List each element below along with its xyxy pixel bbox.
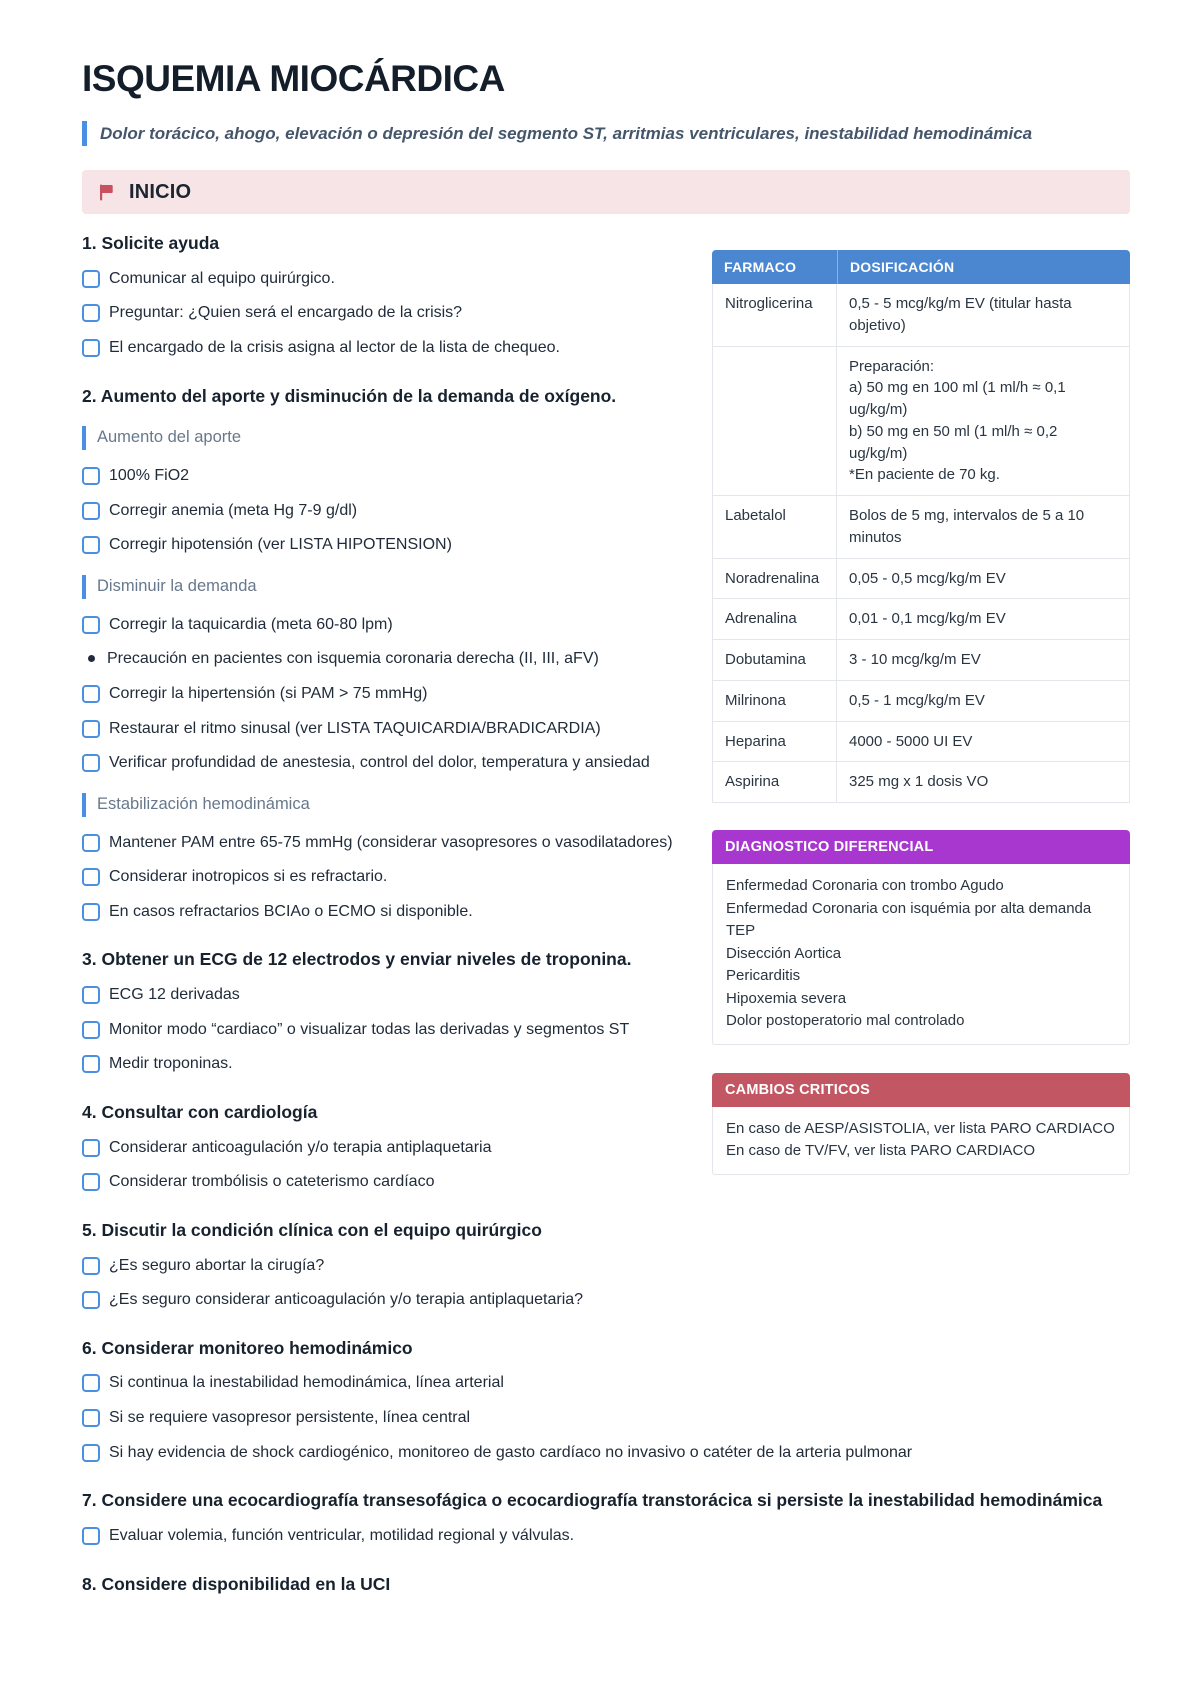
checklist-item-label: ECG 12 derivadas <box>109 986 240 1004</box>
differential-item: Enfermedad Coronaria con isquémia por alta demanda <box>726 899 1092 917</box>
checkbox[interactable] <box>82 1055 100 1073</box>
checkbox[interactable] <box>82 1139 100 1157</box>
checklist-item <box>82 302 688 324</box>
checkbox[interactable] <box>82 720 100 738</box>
step-3-title: 3. Obtener un ECG de 12 electrodos y enviar niveles de troponina. <box>82 949 632 970</box>
drug-name: Milrinona <box>712 681 837 722</box>
drug-table <box>712 250 1130 803</box>
checklist-item <box>82 268 688 290</box>
drug-name: Nitroglicerina <box>712 284 837 347</box>
drug-dose: 3 - 10 mcg/kg/m EV <box>837 640 1130 681</box>
checklist-item <box>82 1171 688 1193</box>
checklist-item-label: Corregir la hipertensión (si PAM > 75 mmHg) <box>109 684 428 702</box>
critical-item: En caso de TV/FV, ver lista PARO CARDIACO <box>726 1142 1035 1160</box>
differential-item: Disección Aortica <box>726 944 842 962</box>
critical-item: En caso de AESP/ASISTOLIA, ver lista PARO CARDIACO <box>726 1119 1115 1137</box>
checklist-item <box>82 901 688 923</box>
drug-dose: 4000 - 5000 UI EV <box>837 722 1130 763</box>
checkbox[interactable] <box>82 270 100 288</box>
checkbox[interactable] <box>82 1173 100 1191</box>
prep-line: b) 50 mg en 50 ml (1 ml/h ≈ 0,2 ug/kg/m) <box>849 422 1058 462</box>
drug-name: Heparina <box>712 722 837 763</box>
drug-table-col-dosificacion: DOSIFICACIÓN <box>837 250 1130 284</box>
checklist-item <box>82 534 688 556</box>
subsection-disminuir-la-demanda: Disminuir la demanda <box>82 575 1130 599</box>
critical-changes-box <box>712 1073 1130 1175</box>
checkbox[interactable] <box>82 339 100 357</box>
checkbox[interactable] <box>82 304 100 322</box>
checkbox[interactable] <box>82 1374 100 1392</box>
drug-name-empty <box>712 347 837 497</box>
checklist-item <box>82 1137 688 1159</box>
step-6-title: 6. Considerar monitoreo hemodinámico <box>82 1337 413 1358</box>
checklist-item <box>82 1442 1130 1464</box>
differential-diagnosis-box <box>712 830 1130 1045</box>
differential-item: Dolor postoperatorio mal controlado <box>726 1012 965 1030</box>
checklist-item <box>82 1372 1130 1394</box>
checklist-item <box>82 832 688 854</box>
critical-changes-title: CAMBIOS CRITICOS <box>712 1073 1130 1107</box>
checklist-item-label: Si continua la inestabilidad hemodinámica, línea arterial <box>109 1374 504 1392</box>
table-row <box>712 762 1130 803</box>
checklist-item-label: Corregir hipotensión (ver LISTA HIPOTENSION) <box>109 536 452 554</box>
prep-line: *En paciente de 70 kg. <box>849 466 1000 484</box>
checkbox[interactable] <box>82 754 100 772</box>
step-1-title: 1. Solicite ayuda <box>82 233 220 254</box>
drug-preparation <box>837 347 1130 497</box>
checkbox[interactable] <box>82 1444 100 1462</box>
checklist-item <box>82 1289 1130 1311</box>
checkbox[interactable] <box>82 1291 100 1309</box>
checklist-item-label: Considerar inotropicos si es refractario. <box>109 868 388 886</box>
step-4-title: 4. Consultar con cardiología <box>82 1101 318 1122</box>
sidebar <box>712 250 1130 1203</box>
differential-item: Pericarditis <box>726 967 801 985</box>
checklist-item <box>82 1053 688 1075</box>
drug-name: Noradrenalina <box>712 559 837 600</box>
checklist-item-label: En casos refractarios BCIAo o ECMO si disponible. <box>109 902 473 920</box>
table-row <box>712 496 1130 559</box>
checkbox[interactable] <box>82 1409 100 1427</box>
table-row <box>712 559 1130 600</box>
checklist-item-label: Considerar anticoagulación y/o terapia antiplaquetaria <box>109 1138 492 1156</box>
checklist-item <box>82 1019 688 1041</box>
note-item <box>82 648 688 670</box>
table-row <box>712 722 1130 763</box>
differential-item: Hipoxemia severa <box>726 989 847 1007</box>
table-row <box>712 640 1130 681</box>
checkbox[interactable] <box>82 467 100 485</box>
checklist-item <box>82 614 688 636</box>
checklist-item-label: Medir troponinas. <box>109 1055 233 1073</box>
drug-name: Adrenalina <box>712 599 837 640</box>
checklist-item <box>82 500 688 522</box>
bullet-icon <box>88 655 95 662</box>
checkbox[interactable] <box>82 986 100 1004</box>
checklist-item-label: Restaurar el ritmo sinusal (ver LISTA TAQUICARDIA/BRADICARDIA) <box>109 719 601 737</box>
checkbox[interactable] <box>82 616 100 634</box>
drug-name: Aspirina <box>712 762 837 803</box>
checklist-item-label: Preguntar: ¿Quien será el encargado de la crisis? <box>109 304 463 322</box>
checklist-item <box>82 465 688 487</box>
table-row <box>712 284 1130 347</box>
subsection-aumento-del-aporte: Aumento del aporte <box>82 426 1130 450</box>
differential-diagnosis-title: DIAGNOSTICO DIFERENCIAL <box>712 830 1130 864</box>
drug-table-header-row <box>712 250 1130 284</box>
checklist-item <box>82 683 688 705</box>
checklist-item <box>82 866 688 888</box>
checklist-item-label: ¿Es seguro abortar la cirugía? <box>109 1256 325 1274</box>
checklist-item-label: Si hay evidencia de shock cardiogénico, monitoreo de gasto cardíaco no invasivo o catéter de la arteria pulmonar <box>109 1443 913 1461</box>
checklist-item-label: Verificar profundidad de anestesia, control del dolor, temperatura y ansiedad <box>109 754 650 772</box>
step-5-title: 5. Discutir la condición clínica con el equipo quirúrgico <box>82 1219 542 1240</box>
prep-line: a) 50 mg en 100 ml (1 ml/h ≈ 0,1 ug/kg/m) <box>849 379 1066 419</box>
checklist-item-label: 100% FiO2 <box>109 467 190 485</box>
checklist-item <box>82 337 688 359</box>
drug-name: Dobutamina <box>712 640 837 681</box>
inicio-banner <box>82 170 1130 214</box>
differential-item: TEP <box>726 922 756 940</box>
checklist-item-label: Corregir la taquicardia (meta 60-80 lpm) <box>109 615 393 633</box>
drug-dose: 325 mg x 1 dosis VO <box>837 762 1130 803</box>
checklist-item-label: Considerar trombólisis o cateterismo cardíaco <box>109 1173 435 1191</box>
subsection-estabilizacion-hemodinamica: Estabilización hemodinámica <box>82 793 1130 817</box>
flag-icon <box>97 183 116 202</box>
step-8-title: 8. Considere disponibilidad en la UCI <box>82 1573 391 1594</box>
table-row-preparation <box>712 347 1130 497</box>
checklist-item <box>82 752 688 774</box>
checkbox[interactable] <box>82 1257 100 1275</box>
checkbox[interactable] <box>82 868 100 886</box>
checklist-item-label: Si se requiere vasopresor persistente, línea central <box>109 1409 471 1427</box>
drug-dose: 0,01 - 0,1 mcg/kg/m EV <box>837 599 1130 640</box>
drug-table-col-farmaco: FARMACO <box>712 250 837 284</box>
differential-item: Enfermedad Coronaria con trombo Agudo <box>726 877 1004 895</box>
checkbox[interactable] <box>82 536 100 554</box>
table-row <box>712 681 1130 722</box>
banner-label: INICIO <box>129 180 192 203</box>
page-title: ISQUEMIA MIOCÁRDICA <box>82 58 505 99</box>
checklist-item <box>82 984 688 1006</box>
checkbox[interactable] <box>82 502 100 520</box>
drug-dose: 0,5 - 1 mcg/kg/m EV <box>837 681 1130 722</box>
checklist-item-label: El encargado de la crisis asigna al lector de la lista de chequeo. <box>109 339 560 357</box>
checklist-item-label: Corregir anemia (meta Hg 7-9 g/dl) <box>109 501 358 519</box>
drug-name: Labetalol <box>712 496 837 559</box>
note-item-label: Precaución en pacientes con isquemia coronaria derecha (II, III, aFV) <box>107 650 599 668</box>
step-7-title: 7. Considere una ecocardiografía transesofágica o ecocardiografía transtorácica si persiste la inestabilidad hemodinámica <box>82 1490 1103 1511</box>
table-row <box>712 599 1130 640</box>
checklist-item <box>82 718 688 740</box>
checklist-item-label: Comunicar al equipo quirúrgico. <box>109 269 335 287</box>
drug-dose: Bolos de 5 mg, intervalos de 5 a 10 minutos <box>837 496 1130 559</box>
checklist-item-label: Mantener PAM entre 65-75 mmHg (considerar vasopresores o vasodilatadores) <box>109 833 673 851</box>
page-subtitle: Dolor torácico, ahogo, elevación o depresión del segmento ST, arritmias ventriculares, inestabilidad hemodinámica <box>82 121 1130 146</box>
checkbox[interactable] <box>82 834 100 852</box>
checklist-item <box>82 1407 1130 1429</box>
prep-line: Preparación: <box>849 357 935 375</box>
checklist-item <box>82 1255 1130 1277</box>
checklist-item-label: Monitor modo “cardiaco” o visualizar todas las derivadas y segmentos ST <box>109 1020 630 1038</box>
checkbox[interactable] <box>82 903 100 921</box>
step-2-title: 2. Aumento del aporte y disminución de la demanda de oxígeno. <box>82 385 617 406</box>
checkbox[interactable] <box>82 1021 100 1039</box>
checklist-item-label: ¿Es seguro considerar anticoagulación y/o terapia antiplaquetaria? <box>109 1291 584 1309</box>
checkbox[interactable] <box>82 685 100 703</box>
drug-dose: 0,5 - 5 mcg/kg/m EV (titular hasta objetivo) <box>837 284 1130 347</box>
checklist-item-label: Evaluar volemia, función ventricular, motilidad regional y válvulas. <box>109 1526 575 1544</box>
drug-dose: 0,05 - 0,5 mcg/kg/m EV <box>837 559 1130 600</box>
